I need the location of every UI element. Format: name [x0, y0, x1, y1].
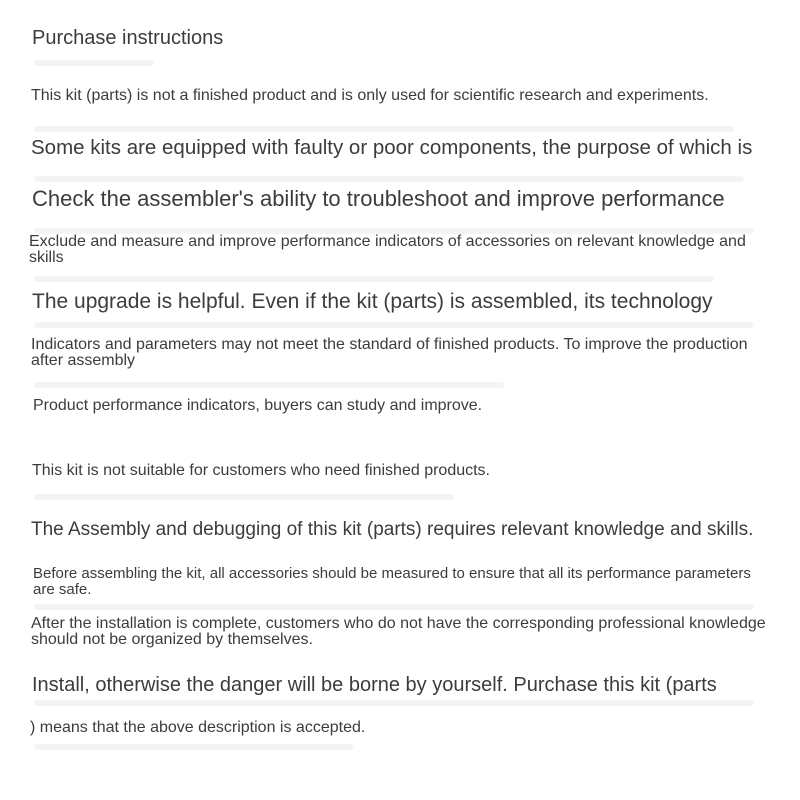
background-ghost-text [34, 176, 744, 182]
paragraph: After the installation is complete, customers who do not have the corresponding professional knowledge should not be organized by themselves. [31, 615, 766, 648]
background-ghost-text [34, 494, 454, 500]
background-ghost-text [34, 744, 354, 750]
paragraph: This kit (parts) is not a finished product and is only used for scientific research and experiments. [31, 87, 709, 104]
background-ghost-text [34, 700, 754, 706]
background-ghost-text [34, 126, 734, 132]
paragraph: Indicators and parameters may not meet the standard of finished products. To improve the production after assembly [31, 336, 748, 369]
background-ghost-text [34, 322, 754, 328]
paragraph: The Assembly and debugging of this kit (parts) requires relevant knowledge and skills. [31, 519, 754, 540]
background-ghost-text [34, 60, 154, 66]
paragraph: Product performance indicators, buyers can study and improve. [33, 397, 483, 414]
paragraph: Exclude and measure and improve performance indicators of accessories on relevant knowledge and skills [29, 233, 746, 266]
paragraph: Check the assembler's ability to troubleshoot and improve performance [32, 186, 725, 211]
background-ghost-text [34, 604, 754, 610]
paragraph: Install, otherwise the danger will be borne by yourself. Purchase this kit (parts [32, 674, 717, 696]
background-ghost-text [34, 382, 504, 388]
background-ghost-text [34, 276, 714, 282]
paragraph: Before assembling the kit, all accessories should be measured to ensure that all its performance parameters are safe. [33, 565, 751, 598]
paragraph: Some kits are equipped with faulty or poor components, the purpose of which is [31, 136, 753, 159]
paragraph: ) means that the above description is accepted. [30, 719, 366, 736]
paragraph: This kit is not suitable for customers who need finished products. [32, 462, 490, 479]
paragraph: The upgrade is helpful. Even if the kit (parts) is assembled, its technology [32, 290, 713, 313]
page-title: Purchase instructions [32, 27, 224, 49]
